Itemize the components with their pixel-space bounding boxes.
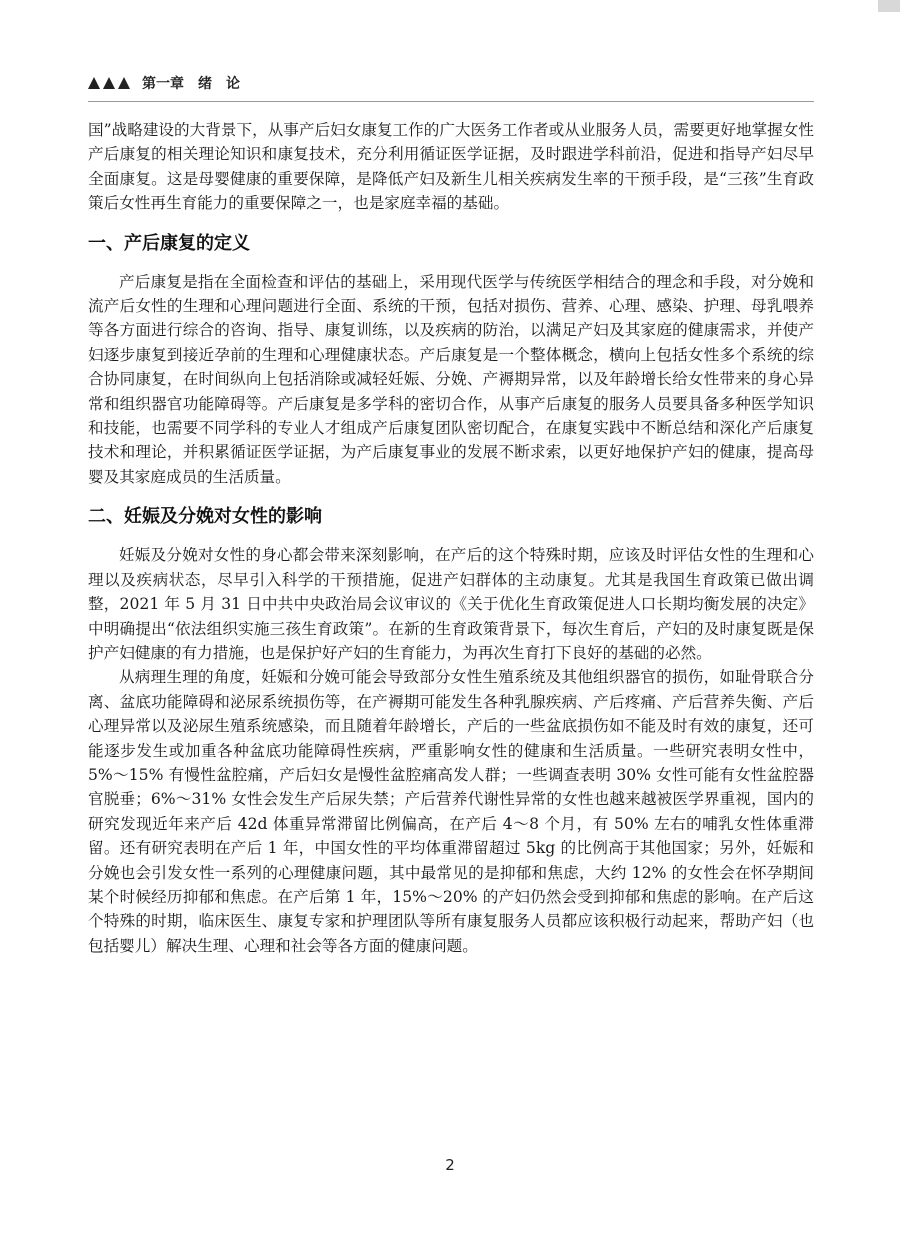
page-number: 2 xyxy=(445,1156,455,1174)
chapter-label: 第一章 xyxy=(142,76,184,92)
page-corner-edge xyxy=(878,0,900,12)
section-heading-impact: 二、妊娠及分娩对女性的影响 xyxy=(88,506,322,528)
running-header xyxy=(88,70,254,96)
impact-paragraph-2: 从病理生理的角度，妊娠和分娩可能会导致部分女性生殖系统及其他组织器官的损伤，如耻骨联合分离、盆底功能障碍和泌尿系统损伤等，在产褥期可能发生各种乳腺疾病、产后疼痛、产后营养失衡、产后心理异常以及泌尿生殖系统感染，而且随着年龄增长，产后的一些盆底损伤如不能及时有效的康复，还可能逐步发生或加重各种盆底功能障碍性疾病，严重影响女性的健康和生活质量。一些研究表明女性中，5%～15% 有慢性盆腔痛，产后妇女是慢性盆腔痛高发人群；一些调查表明 30% 女性可能有女性盆腔器官脱垂；6%～31% 女性会发生产后尿失禁；产后营养代谢性异常的女性也越来越被医学界重视，国内的研究发现近年来产后 42d 体重异常滞留比例偏高，在产后 4～8 个月，有 50% 左右的哺乳女性体重滞留。还有研究表明在产后 1 年，中国女性的平均体重滞留超过 5kg 的比例高于其他国家；另外，妊娠和分娩也会引发女性一系列的心理健康问题，其中最常见的是抑郁和焦虑，大约 12% 的女性会在怀孕期间某个时候经历抑郁和焦虑。在产后第 1 年，15%～20% 的产妇仍然会受到抑郁和焦虑的影响。在产后这个特殊的时期，临床医生、康复专家和护理团队等所有康复服务人员都应该积极行动起来，帮助产妇（也包括婴儿）解决生理、心理和社会等各方面的健康问题。 xyxy=(88,668,814,955)
header-rule xyxy=(88,101,814,102)
section-heading-definition: 一、产后康复的定义 xyxy=(88,232,250,254)
page-body xyxy=(88,118,814,958)
definition-paragraph: 产后康复是指在全面检查和评估的基础上，采用现代医学与传统医学相结合的理念和手段，对分娩和流产后女性的生理和心理问题进行全面、系统的干预，包括对损伤、营养、心理、感染、护理、母乳喂养等各方面进行综合的咨询、指导、康复训练，以及疾病的防治，以满足产妇及其家庭的健康需求，并使产妇逐步康复到接近孕前的生理和心理健康状态。产后康复是一个整体概念，横向上包括女性多个系统的综合协同康复，在时间纵向上包括消除或减轻妊娠、分娩、产褥期异常，以及年龄增长给女性带来的身心异常和组织器官功能障碍等。产后康复是多学科的密切合作，从事产后康复的服务人员要具备多种医学知识和技能，也需要不同学科的专业人才组成产后康复团队密切配合，在康复实践中不断总结和深化产后康复技术和理论，并积累循证医学证据，为产后康复事业的发展不断求索，以更好地保护产妇的健康，提高母婴及其家庭成员的生活质量。 xyxy=(88,272,814,486)
impact-paragraph-1: 妊娠及分娩对女性的身心都会带来深刻影响，在产后的这个特殊时期，应该及时评估女性的生理和心理以及疾病状态，尽早引入科学的干预措施，促进产妇群体的主动康复。尤其是我国生育政策已做出调整，2021 年 5 月 31 日中共中央政治局会议审议的《关于优化生育政策促进人口长期均衡发展的决定》中明确提出“依法组织实施三孩生育政策”。在新的生育政策背景下，每次生育后，产妇的及时康复既是保护产妇健康的有力措施，也是保护好产妇的生育能力，为再次生育打下良好的基础的必然。 xyxy=(88,546,814,662)
intro-paragraph: 国”战略建设的大背景下，从事产后妇女康复工作的广大医务工作者或从业服务人员，需要更好地掌握女性产后康复的相关理论知识和康复技术，充分利用循证医学证据，及时跟进学科前沿，促进和指导产妇尽早全面康复。这是母婴健康的重要保障，是降低产妇及新生儿相关疾病发生率的干预手段，是“三孩”生育政策后女性再生育能力的重要保障之一，也是家庭幸福的基础。 xyxy=(88,121,814,213)
chapter-title: 绪论 xyxy=(198,76,254,92)
triangle-markers-icon xyxy=(88,77,132,89)
